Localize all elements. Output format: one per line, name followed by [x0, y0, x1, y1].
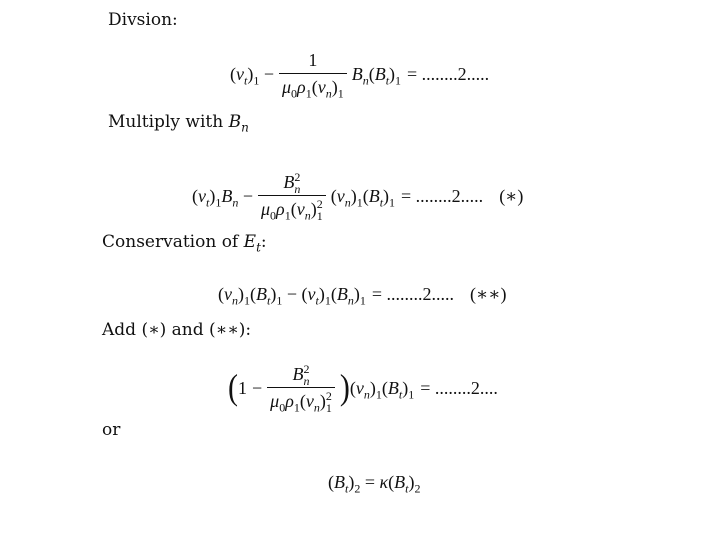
eq3-lhs: $(v_n)_1(B_t)_1 - (v_t)_1(B_n)_1$ [218, 284, 366, 308]
eq1-middle: $B_n(B_t)_1$ [351, 63, 402, 88]
heading-division [108, 10, 178, 30]
heading-add [102, 320, 251, 340]
eq4-numerator: $B^2_n$ [292, 362, 310, 388]
eq4-one: 1 [238, 377, 247, 398]
eq2-rhs: = ........2..... [401, 185, 484, 206]
heading-add-text: Add (∗) and (∗∗): [102, 320, 252, 340]
eq2-tag: (∗) [499, 185, 524, 206]
eq5-expression: $(B_t)_2 = \kappa(B_t)_2$ [328, 472, 421, 496]
equation-1 [230, 50, 490, 101]
eq4-right-paren: ) [339, 367, 350, 408]
heading-or-text: or [102, 420, 121, 440]
heading-division-text: Divsion: [108, 10, 178, 30]
equation-5 [328, 472, 421, 496]
eq1-numerator: 1 [308, 50, 318, 70]
heading-multiply [108, 112, 249, 135]
eq2-fraction [258, 170, 326, 223]
equation-4 [228, 362, 498, 415]
eq3-rhs: = ........2..... [371, 284, 454, 304]
equation-2 [192, 170, 524, 223]
heading-multiply-text: Multiply with [108, 112, 229, 132]
heading-or [102, 420, 120, 440]
eq4-middle: $(v_n)_1(B_t)_1$ [349, 377, 415, 402]
eq1-rhs: = ........2..... [407, 63, 490, 84]
heading-conservation-text: Conservation of [102, 232, 244, 252]
heading-conservation-tail: : [260, 232, 267, 252]
eq1-lhs: $(v_t)_1$ − [230, 63, 274, 88]
eq2-middle: $(v_n)_1(B_t)_1$ [330, 185, 396, 210]
heading-conservation-var: E [243, 232, 257, 252]
eq3-tag: (∗∗) [470, 284, 507, 304]
eq4-minus: − [252, 377, 263, 398]
eq1-fraction [279, 50, 347, 101]
eq1-denominator: $\mu_0\rho_1(v_n)_1$ [279, 73, 347, 98]
eq4-left-paren: ( [228, 367, 238, 408]
eq2-denominator: $\mu_0\rho_1(v_n)^2_1$ [258, 195, 326, 220]
eq4-fraction [267, 362, 335, 415]
heading-conservation [102, 232, 267, 255]
eq4-rhs: = ........2.... [420, 377, 498, 398]
equation-3 [218, 284, 507, 308]
eq2-lhs: $(v_t)_1B_n$ − [192, 185, 253, 210]
eq4-denominator: $\mu_0\rho_1(v_n)^2_1$ [267, 387, 335, 412]
heading-multiply-var: B [228, 112, 242, 132]
eq2-numerator: $B^2_n$ [283, 170, 301, 196]
heading-multiply-sub: n [241, 120, 249, 135]
heading-conservation-sub: t [256, 240, 261, 255]
